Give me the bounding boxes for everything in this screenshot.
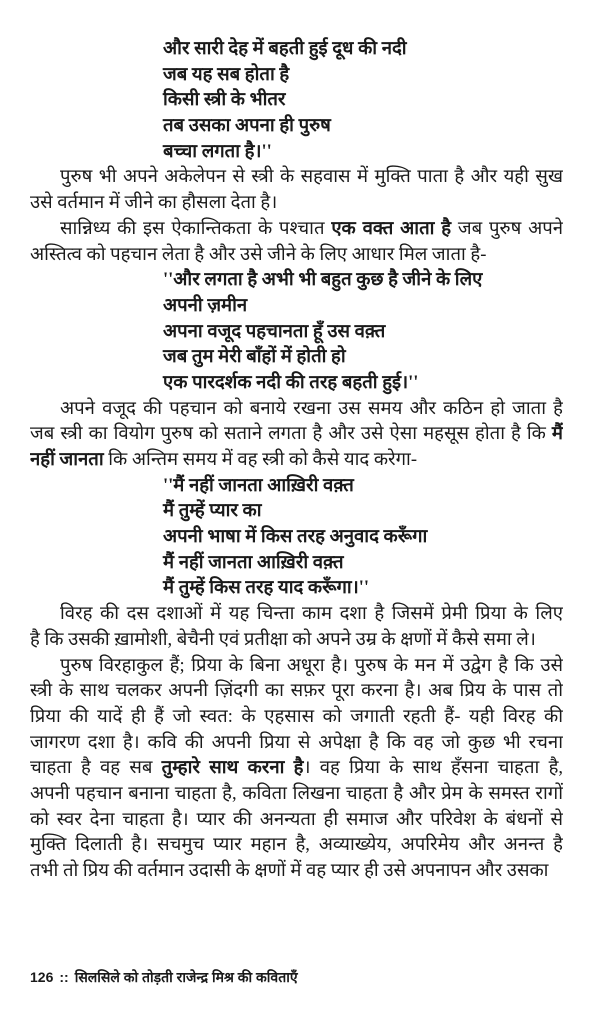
emphasis-text: मैं [551,424,563,445]
poem-line: तब उसका अपना ही पुरुष [163,116,331,137]
text-segment: कि अन्तिम समय में वह स्त्री को कैसे याद करेगा- [103,450,417,470]
paragraph-line [30,705,563,731]
text-segment: मुक्ति दिलाती है। सचमुच प्यार महान है, अव्याख्येय, अपरिमेय और अनन्त है [30,835,563,856]
text-segment: तभी तो प्रिय की वर्तमान उदासी के क्षणों में वह प्यार ही उसे अपनापन और उसका [30,861,549,881]
poem-line: किसी स्त्री के भीतर [163,90,286,111]
page-footer [30,968,298,987]
poem-line: ''और लगता है अभी भी बहुत कुछ है जीने के लिए [163,270,483,291]
text-segment: पुरुष भी अपने अकेलेपन से स्त्री के सहवास में मुक्ति पाता है और यही सुख [60,167,563,188]
text-segment: जागरण दशा है। कवि की अपनी प्रिया से अपेक्षा है कि वह जो कुछ भी रचना [30,732,563,753]
poem-line: मैं तुम्हें किस तरह याद करूँगा।'' [163,578,370,599]
poem-line: अपनी ज़मीन [163,295,248,316]
emphasis-text: एक वक्त आता है [331,218,452,239]
paragraph-line [30,165,563,191]
poem-quote [30,37,563,165]
text-segment: है कि उसकी ख़ामोशी, बेचैनी एवं प्रतीक्षा को अपने उम्र के क्षणों में कैसे समा ले। [30,629,536,650]
paragraph [30,654,563,885]
poem-line: बच्चा लगता है।'' [163,141,272,162]
paragraph-line [30,422,563,448]
poem-line: जब यह सब होता है [163,64,290,85]
text-segment: प्रिया की यादें ही हैं जो स्वत: के एहसास को जगाती रहती हैं- यही विरह की [30,706,563,727]
paragraph-line [30,602,563,628]
paragraph-line [30,654,563,680]
paragraph [30,602,563,653]
paragraph-line [30,448,563,474]
text-segment: अस्तित्व को पहचान लेता है और उसे जीने के लिए आधार मिल जाता है- [30,244,487,265]
poem-line: मैं नहीं जानता आख़िरी वक़्त [163,552,344,573]
text-segment: जब स्त्री का वियोग पुरुष को सताने लगता है और उसे ऐसा महसूस होता है कि [30,424,552,445]
poem-line: जब तुम मेरी बाँहों में होती हो [163,347,346,368]
page-number: 126 [30,969,54,985]
emphasis-text: नहीं जानता [30,450,104,470]
poem-line: मैं तुम्हें प्यार का [163,501,262,522]
poem-quote [30,474,563,602]
paragraph-line [30,731,563,757]
footer-separator: :: [59,969,69,985]
paragraph-line [30,859,563,885]
paragraph-line [30,191,563,217]
book-title: सिलसिले को तोड़ती राजेन्द्र मिश्र की कविताएँ [74,969,298,985]
poem-line: अपनी भाषा में किस तरह अनुवाद करूँगा [163,527,428,548]
text-segment: जब पुरुष अपने [451,218,563,239]
paragraph-line [30,808,563,834]
text-segment: चाहता है वह सब [30,758,162,779]
paragraph-line [30,628,563,654]
text-segment: अपने वजूद की पहचान को बनाये रखना उस समय और कठिन हो जाता है [60,398,563,419]
paragraph [30,165,563,216]
poem-line: एक पारदर्शक नदी की तरह बहती हुई।'' [163,372,419,393]
paragraph-line [30,833,563,859]
paragraph-line [30,679,563,705]
poem-quote [30,268,563,396]
paragraph-line [30,243,563,269]
poem-line: ''मैं नहीं जानता आख़िरी वक़्त [163,475,354,496]
text-segment: विरह की दस दशाओं में यह चिन्ता काम दशा है जिसमें प्रेमी प्रिया के लिए [60,604,563,625]
poem-line: अपना वजूद पहचानता हूँ उस वक़्त [163,321,386,342]
text-segment: । वह प्रिया के साथ हँसना चाहता है, [303,758,563,779]
paragraph [30,397,563,474]
page-body [30,37,563,885]
text-segment: पुरुष विरहाकुल हैं; प्रिया के बिना अधूरा है। पुरुष के मन में उद्वेग है कि उसे [60,655,563,676]
paragraph-line [30,397,563,423]
paragraph-line [30,756,563,782]
paragraph-line [30,217,563,243]
text-segment: को स्वर देना चाहता है। प्यार की अनन्यता ही समाज और परिवेश के बंधनों से [30,809,563,830]
text-segment: अपनी पहचान बनाना चाहता है, कविता लिखना चाहता है और प्रेम के समस्त रागों [30,783,563,804]
paragraph-line [30,782,563,808]
text-segment: सान्निध्य की इस ऐकान्तिकता के पश्चात [60,218,332,239]
paragraph [30,217,563,268]
text-segment: स्त्री के साथ चलकर अपनी ज़िंदगी का सफ़र पूरा करना है। अब प्रिय के पास तो [30,681,563,702]
text-segment: उसे वर्तमान में जीने का हौसला देता है। [30,193,278,214]
poem-line: और सारी देह में बहती हुई दूध की नदी [163,39,407,59]
emphasis-text: तुम्हारे साथ करना है [161,758,304,779]
